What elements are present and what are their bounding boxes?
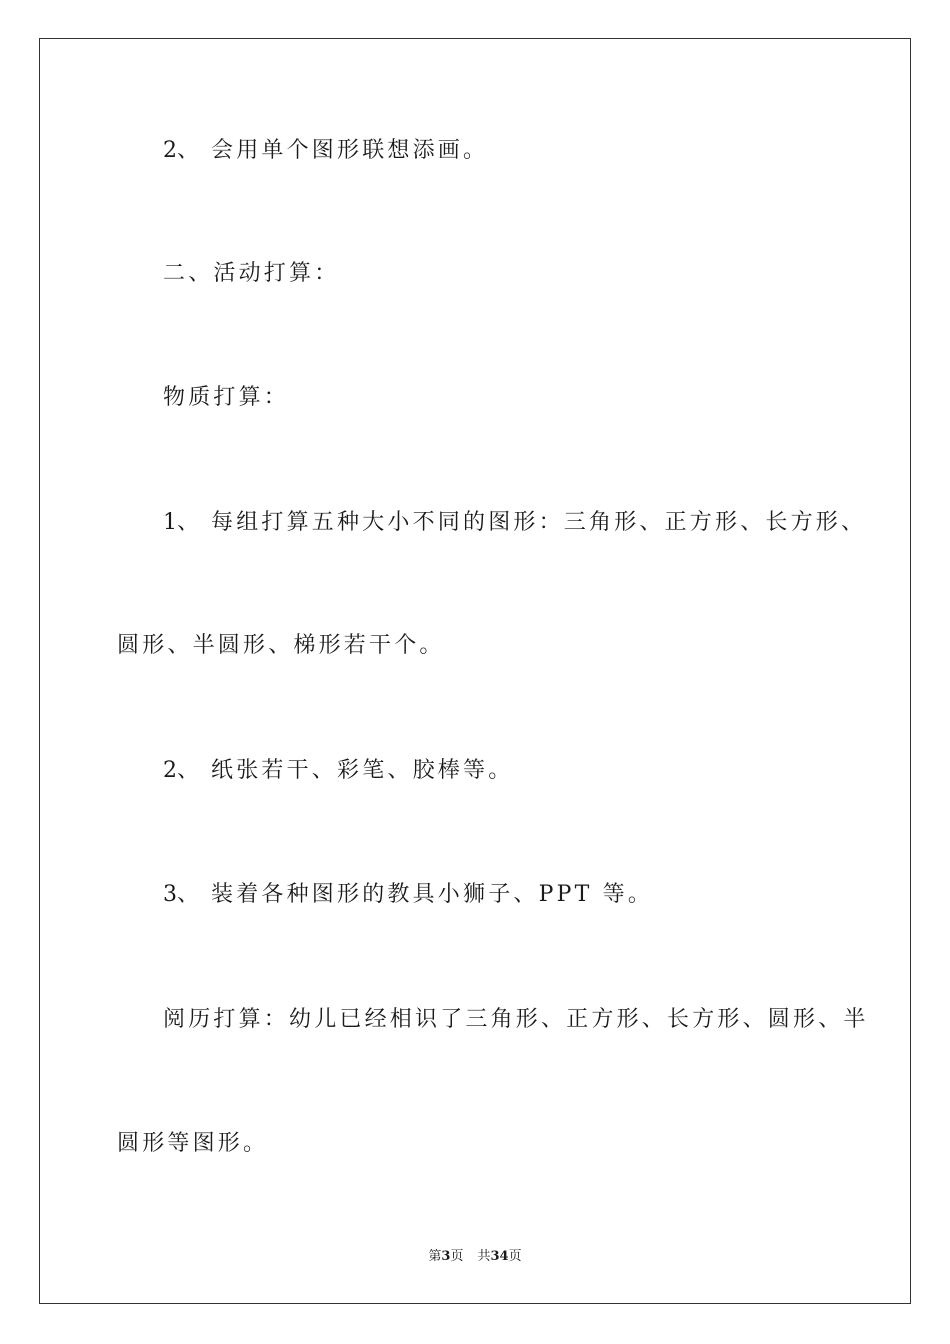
footer-page-number: 3 bbox=[441, 1249, 451, 1264]
experience-preparation-paragraph: 阅历打算：幼儿已经相识了三角形、正方形、长方形、圆形、半 bbox=[163, 1007, 869, 1032]
list-number: 2、 bbox=[163, 138, 199, 163]
footer-page-suffix: 页 bbox=[450, 1249, 464, 1264]
list-number: 2、 bbox=[163, 758, 199, 783]
list-item-2-paragraph bbox=[163, 137, 488, 165]
paragraph-continuation: 圆形等图形。 bbox=[117, 1131, 269, 1156]
footer-total-suffix: 页 bbox=[508, 1249, 522, 1264]
page-border bbox=[39, 38, 911, 1304]
list-item-2b-paragraph bbox=[163, 757, 513, 785]
paragraph-text: 每组打算五种大小不同的图形：三角形、正方形、长方形、 bbox=[211, 510, 867, 535]
list-number: 1、 bbox=[163, 510, 199, 535]
section-heading-activity-preparation: 二、活动打算： bbox=[163, 261, 340, 286]
footer-total-prefix: 共 bbox=[477, 1249, 491, 1264]
page-footer bbox=[0, 1249, 950, 1265]
paragraph-text: 纸张若干、彩笔、胶棒等。 bbox=[211, 758, 514, 783]
list-item-3-paragraph bbox=[163, 881, 653, 909]
paragraph-text: 装着各种图形的教具小狮子、PPT 等。 bbox=[211, 882, 654, 907]
list-item-1-paragraph bbox=[163, 509, 866, 537]
footer-page-prefix: 第 bbox=[428, 1249, 442, 1264]
paragraph-text: 会用单个图形联想添画。 bbox=[211, 138, 489, 163]
footer-total-pages: 34 bbox=[490, 1249, 509, 1264]
list-number: 3、 bbox=[163, 882, 199, 907]
paragraph-continuation: 圆形、半圆形、梯形若干个。 bbox=[117, 633, 445, 658]
subheading-material-preparation: 物质打算： bbox=[163, 385, 290, 410]
